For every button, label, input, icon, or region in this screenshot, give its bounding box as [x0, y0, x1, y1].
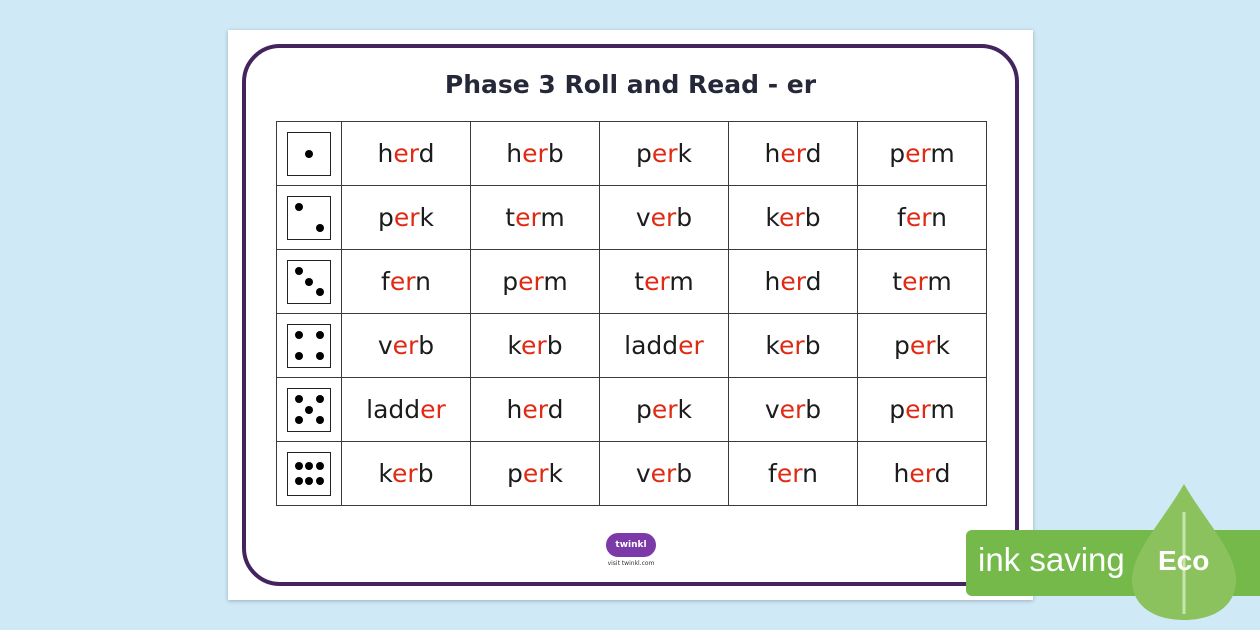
dice-pip: [305, 406, 313, 414]
worksheet-title: Phase 3 Roll and Read - er: [444, 70, 817, 99]
word-ending: m: [930, 139, 955, 168]
table-row: [277, 442, 987, 506]
word-digraph: er: [651, 395, 678, 424]
word-ending: b: [418, 331, 435, 360]
word-digraph: er: [902, 267, 928, 296]
word-onset: k: [765, 203, 780, 232]
word-digraph: er: [522, 459, 549, 488]
die-cell: [277, 378, 342, 442]
dice-pip: [295, 462, 303, 470]
word-onset: t: [505, 203, 516, 232]
word-digraph: er: [779, 395, 806, 424]
table-row: [277, 314, 987, 378]
word-onset: ladd: [624, 331, 679, 360]
word-ending: k: [548, 459, 564, 488]
eco-badge: Eco: [1158, 545, 1210, 576]
word-cell: [342, 314, 471, 378]
dice-pip: [295, 395, 303, 403]
roll-and-read-table: [276, 121, 987, 506]
word-cell: [858, 186, 987, 250]
word-onset: p: [889, 395, 906, 424]
word-digraph: er: [909, 331, 936, 360]
word-onset: h: [764, 267, 781, 296]
word-cell: [471, 250, 600, 314]
word-cell: [729, 378, 858, 442]
word-digraph: er: [644, 267, 670, 296]
word-ending: n: [802, 459, 818, 488]
word-ending: k: [677, 395, 693, 424]
word-digraph: er: [522, 139, 548, 168]
dice-pip: [316, 416, 324, 424]
word-cell: [342, 122, 471, 186]
word-ending: k: [419, 203, 435, 232]
word-ending: k: [677, 139, 693, 168]
worksheet-page: [228, 30, 1033, 600]
word-ending: m: [540, 203, 565, 232]
twinkl-url: visit twinkl.com: [607, 560, 655, 567]
word-ending: d: [805, 267, 822, 296]
word-digraph: er: [905, 139, 931, 168]
twinkl-logo[interactable]: twinkl: [606, 533, 656, 557]
dice-5-icon: [287, 388, 331, 432]
word-digraph: er: [393, 139, 419, 168]
word-digraph: er: [650, 203, 677, 232]
word-cell: [600, 314, 729, 378]
word-onset: h: [764, 139, 781, 168]
table-row: [277, 186, 987, 250]
word-ending: m: [927, 267, 952, 296]
word-cell: [471, 314, 600, 378]
word-cell: [471, 122, 600, 186]
word-cell: [729, 122, 858, 186]
dice-pip: [305, 278, 313, 286]
word-ending: b: [676, 459, 693, 488]
word-ending: m: [669, 267, 694, 296]
word-onset: f: [768, 459, 777, 488]
dice-pip: [295, 416, 303, 424]
word-onset: p: [893, 331, 910, 360]
word-digraph: er: [518, 267, 544, 296]
word-cell: [471, 442, 600, 506]
dice-pip: [316, 352, 324, 360]
word-ending: m: [543, 267, 568, 296]
word-onset: f: [897, 203, 906, 232]
word-cell: [342, 378, 471, 442]
word-onset: h: [893, 459, 910, 488]
word-onset: k: [507, 331, 522, 360]
word-onset: p: [377, 203, 394, 232]
dice-1-icon: [287, 132, 331, 176]
word-onset: v: [764, 395, 780, 424]
dice-pip: [295, 352, 303, 360]
die-cell: [277, 122, 342, 186]
word-digraph: er: [776, 459, 803, 488]
dice-pip: [316, 477, 324, 485]
word-digraph: er: [392, 331, 419, 360]
dice-6-icon: [287, 452, 331, 496]
word-ending: b: [546, 331, 563, 360]
word-digraph: er: [420, 395, 446, 424]
dice-4-icon: [287, 324, 331, 368]
dice-pip: [316, 288, 324, 296]
dice-pip: [316, 462, 324, 470]
word-digraph: er: [909, 459, 935, 488]
die-cell: [277, 442, 342, 506]
word-digraph: er: [650, 459, 677, 488]
dice-pip: [295, 267, 303, 275]
word-cell: [858, 442, 987, 506]
dice-2-icon: [287, 196, 331, 240]
word-onset: k: [378, 459, 393, 488]
table-row: [277, 378, 987, 442]
word-onset: ladd: [366, 395, 421, 424]
word-onset: f: [381, 267, 390, 296]
word-ending: m: [930, 395, 955, 424]
word-ending: d: [547, 395, 564, 424]
word-digraph: er: [779, 203, 805, 232]
word-onset: p: [506, 459, 523, 488]
word-cell: [471, 186, 600, 250]
word-ending: b: [547, 139, 564, 168]
word-ending: k: [935, 331, 951, 360]
word-ending: d: [934, 459, 951, 488]
word-digraph: er: [389, 267, 416, 296]
word-digraph: er: [392, 459, 418, 488]
word-onset: p: [635, 395, 652, 424]
die-cell: [277, 250, 342, 314]
word-onset: p: [889, 139, 906, 168]
word-cell: [858, 122, 987, 186]
dice-pip: [316, 331, 324, 339]
word-cell: [471, 378, 600, 442]
word-digraph: er: [522, 395, 548, 424]
word-digraph: er: [678, 331, 704, 360]
dice-pip: [305, 150, 313, 158]
word-ending: d: [805, 139, 822, 168]
word-onset: v: [377, 331, 393, 360]
table-row: [277, 122, 987, 186]
dice-pip: [295, 203, 303, 211]
word-onset: v: [635, 203, 651, 232]
word-digraph: er: [780, 139, 806, 168]
word-ending: b: [804, 331, 821, 360]
word-cell: [729, 250, 858, 314]
word-ending: n: [931, 203, 947, 232]
word-ending: b: [804, 203, 821, 232]
word-cell: [600, 442, 729, 506]
word-cell: [600, 186, 729, 250]
word-ending: n: [415, 267, 431, 296]
word-onset: h: [506, 139, 523, 168]
word-onset: v: [635, 459, 651, 488]
word-cell: [858, 378, 987, 442]
word-cell: [600, 122, 729, 186]
ink-saving-label: ink saving: [978, 541, 1125, 578]
word-digraph: er: [905, 203, 932, 232]
table-row: [277, 250, 987, 314]
word-cell: [342, 186, 471, 250]
word-onset: p: [502, 267, 519, 296]
word-ending: b: [417, 459, 434, 488]
word-cell: [729, 186, 858, 250]
word-onset: k: [765, 331, 780, 360]
die-cell: [277, 186, 342, 250]
word-onset: h: [506, 395, 523, 424]
word-digraph: er: [651, 139, 678, 168]
word-ending: d: [418, 139, 435, 168]
word-cell: [342, 250, 471, 314]
word-ending: b: [676, 203, 693, 232]
word-cell: [600, 250, 729, 314]
word-cell: [729, 314, 858, 378]
word-cell: [858, 314, 987, 378]
word-ending: b: [805, 395, 822, 424]
word-cell: [858, 250, 987, 314]
word-digraph: er: [779, 331, 805, 360]
dice-pip: [316, 395, 324, 403]
dice-pip: [316, 224, 324, 232]
word-onset: h: [377, 139, 394, 168]
dice-pip: [305, 477, 313, 485]
word-digraph: er: [393, 203, 420, 232]
word-cell: [342, 442, 471, 506]
word-onset: t: [634, 267, 645, 296]
word-cell: [600, 378, 729, 442]
dice-pip: [295, 477, 303, 485]
word-onset: t: [892, 267, 903, 296]
word-digraph: er: [515, 203, 541, 232]
dice-pip: [295, 331, 303, 339]
word-digraph: er: [780, 267, 806, 296]
word-cell: [729, 442, 858, 506]
word-onset: p: [635, 139, 652, 168]
word-digraph: er: [521, 331, 547, 360]
dice-pip: [305, 462, 313, 470]
word-digraph: er: [905, 395, 931, 424]
dice-3-icon: [287, 260, 331, 304]
die-cell: [277, 314, 342, 378]
